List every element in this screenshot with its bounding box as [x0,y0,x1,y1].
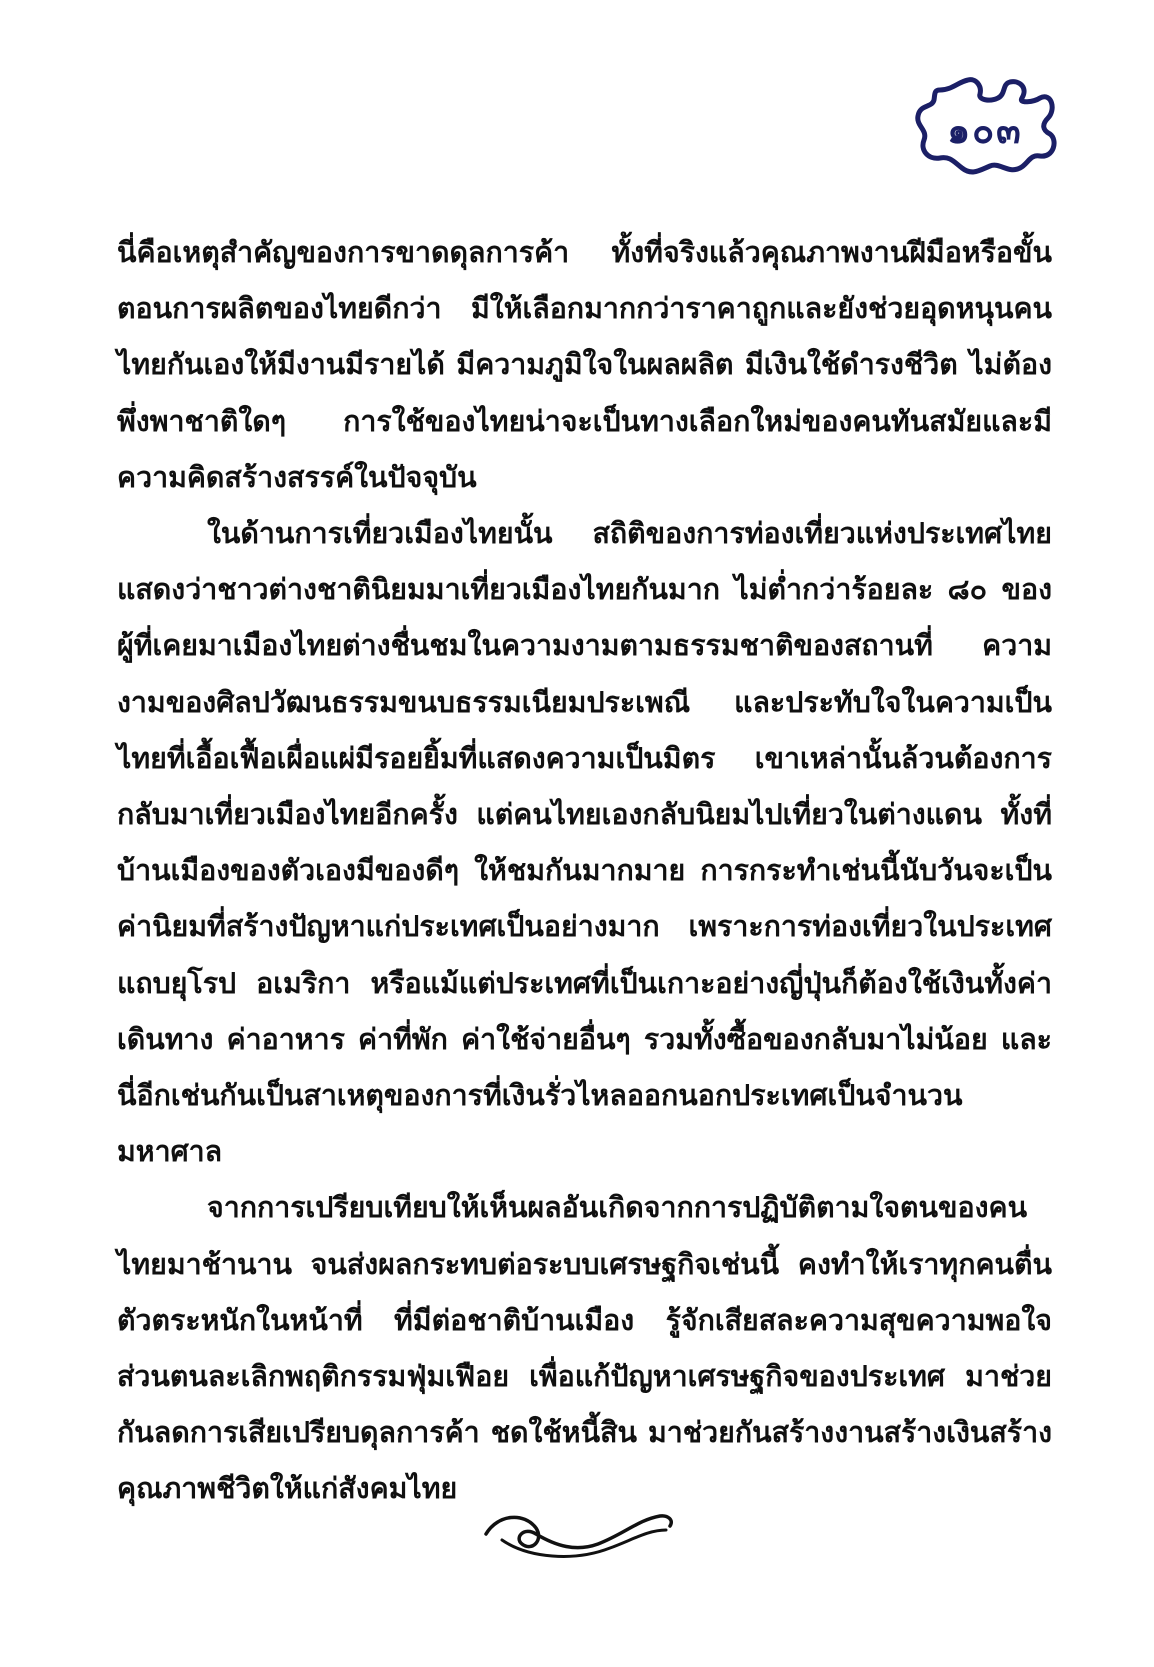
paragraph: จากการเปรียบเทียบให้เห็นผลอันเกิดจากการปฏิบัติตามใจตนของคนไทยมาช้านาน จนส่งผลกระทบต่อระบบเศรษฐกิจเช่นนี้ คงทำให้เราทุกคนตื่นตัวตระหนักในหน้าที่ ที่มีต่อชาติบ้านเมือง รู้จักเสียสละความสุขความพอใจส่วนตนละเลิกพฤติกรรมฟุ่มเฟือย เพื่อแก้ปัญหาเศรษฐกิจของประเทศ มาช่วยกันลดการเสียเปรียบดุลการค้า ชดใช้หนี้สิน มาช่วยกันสร้างงานสร้างเงินสร้างคุณภาพชีวิตให้แก่สังคมไทย [117,1190,1052,1506]
document-body [117,224,1052,1517]
paragraph: นี่คือเหตุสำคัญของการขาดดุลการค้า ทั้งที่จริงแล้วคุณภาพงานฝีมือหรือขั้นตอนการผลิตของไทยดีกว่า มีให้เลือกมากกว่าราคาถูกและยังช่วยอุดหนุนคนไทยกันเองให้มีงานมีรายได้ มีความภูมิใจในผลผลิต มีเงินใช้ดำรงชีวิต ไม่ต้องพึ่งพาชาติใดๆ การใช้ของไทยน่าจะเป็นทางเลือกใหม่ของคนทันสมัยและมีความคิดสร้างสรรค์ในปัจจุบัน [117,235,1052,494]
paragraph: ในด้านการเที่ยวเมืองไทยนั้น สถิติของการท่องเที่ยวแห่งประเทศไทยแสดงว่าชาวต่างชาตินิยมมาเที่ยวเมืองไทยกันมาก ไม่ต่ำกว่าร้อยละ ๘๐ ของผู้ที่เคยมาเมืองไทยต่างชื่นชมในความงามตามธรรมชาติของสถานที่ ความงามของศิลปวัฒนธรรมขนบธรรมเนียมประเพณี และประทับใจในความเป็นไทยที่เอื้อเฟื้อเผื่อแผ่มีรอยยิ้มที่แสดงความเป็นมิตร เขาเหล่านั้นล้วนต้องการกลับมาเที่ยวเมืองไทยอีกครั้ง แต่คนไทยเองกลับนิยมไปเที่ยวในต่างแดน ทั้งที่บ้านเมืองของตัวเองมีของดีๆ ให้ชมกันมากมาย การกระทำเช่นนี้นับวันจะเป็นค่านิยมที่สร้างปัญหาแก่ประเทศเป็นอย่างมาก เพราะการท่องเที่ยวในประเทศแถบยุโรป อเมริกา หรือแม้แต่ประเทศที่เป็นเกาะอย่างญี่ปุ่นก็ต้องใช้เงินทั้งค่าเดินทาง ค่าอาหาร ค่าที่พัก ค่าใช้จ่ายอื่นๆ รวมทั้งซื้อของกลับมาไม่น้อย และนี่อีกเช่นกันเป็นสาเหตุของการที่เงินรั่วไหลออกนอกประเทศเป็นจำนวนมหาศาล [117,516,1052,1169]
page-number: ๑๐๓ [947,110,1023,152]
page-number-badge [910,72,1060,177]
flourish-ornament-icon [478,1500,678,1560]
